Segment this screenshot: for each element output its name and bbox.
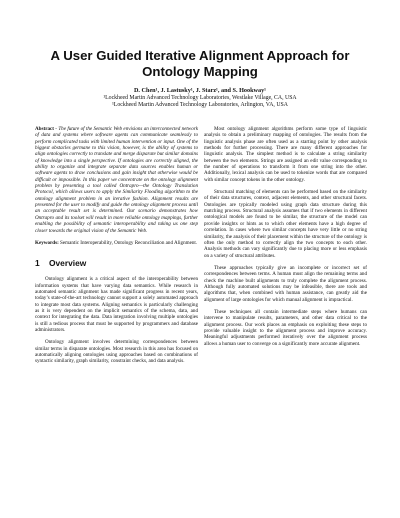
left-column bbox=[35, 126, 198, 371]
body-paragraph: Most ontology alignment algorithms perform some type of linguistic analysis to obtain a preliminary mapping of ontologies. The results from the linguistic analysis phase are often used as a starting point by other analysis methods for further processing. There are many different approaches for linguistic analysis. The simplest method is to calculate a string similarity between the two elements. Strings are assigned an edit value corresponding to the number of operations to transform it from one string into the other. Additionally, lexical analysis can be used to tokenize words that are compared with similar concept tokens in the other ontology. bbox=[204, 126, 367, 183]
author-list: D. Chen¹, J. Lastusky¹, J. Starz¹, and S. Hookway¹ bbox=[133, 87, 267, 94]
affiliation-2: ¹Lockheed Martin Advanced Technology Laboratories, Arlington, VA, USA bbox=[112, 102, 288, 108]
keywords-text: Semantic Interoperability, Ontology Reconciliation and Alignment. bbox=[58, 239, 198, 246]
section-title: Overview bbox=[49, 258, 87, 269]
paper-title: A User Guided Iterative Alignment Approach for Ontology Mapping bbox=[50, 48, 350, 79]
body-paragraph: These techniques all contain intermediate steps where humans can intervene to manipulate results, parameters, and other data critical to the alignment process. Our work places an emphasis on exploiting these steps to provide valuable insight to the alignment process and improve accuracy. Meaningful adjustments performed iteratively over the alignment process allows a human user to converge on a significantly more accurate alignment. bbox=[204, 308, 367, 347]
affiliation-1: ¹Lockheed Martin Advanced Technology Laboratories, Westlake Village, CA, USA bbox=[103, 95, 297, 101]
body-paragraph: These approaches typically give an incomplete or incorrect set of correspondences between terms. A human must align the remaining terms and check the machine built alignments to truly complete the alignment process. Although fully automated solutions may be infeasible, there are tools and algorithms that, when combined with human assistance, can greatly aid the alignment of large ontologies for which manual alignment is impractical. bbox=[204, 264, 367, 303]
body-paragraph: Ontology alignment involves determining correspondences between similar terms in disparate ontologies. Most research in this area has focused on automatically aligning ontologies using approaches based on combinations of syntactic similarity, graph similarity, constraint checks, and data analysis. bbox=[35, 339, 198, 365]
abstract-text: - The future of the Semantic Web envisions an interconnected network of data and systems where software agents can communicate seamlessly to perform complicated tasks with limited human intervention or input. One of the biggest obstacles germane to this vision, however, is the ability of systems to align ontologies correctly to translate and merge disparate but similar domains of knowledge into a single perspective. If ontologies are correctly aligned, the ability to organize and integrate separate data sources enables human or software agents to draw conclusions and gain insight that otherwise would be difficult or impossible. In this paper we concentrate on the ontology alignment problem by presenting a tool called Ontrapro—the Ontology Translation Protocol, which allows users to apply the Similarity Flooding algorithm to the ontology alignment problem in an iterative fashion. Alignment results are presented for the user to modify and guide the ontology alignment process until an acceptable result set is determined. Our scenario demonstrates how Ontrapro and its toolset will result in more reliable ontology mappings, further enabling the possibility of semantic interoperability and taking us one step closer towards the original vision of the Semantic Web. bbox=[35, 126, 198, 234]
section-number: 1 bbox=[35, 258, 40, 269]
body-paragraph: Structural matching of elements can be performed based on the similarity of their data structures, context, adjacent elements, and other structural facets. Ontologies are typically modeled using graph data structure during this matching process. Structural analysis assumes that if two elements in different ontological models are found to be similar, the structure of the model can provide insights or hints as to which other elements have a high degree of correlation. In cases where two similar concepts have very little or no string similarity, the analysis of their placement within the structure of the ontology is often the only method to correctly align the two concepts to each other. Analysis methods can vary significantly due to placing more or less emphasis on a variety of structural attributes. bbox=[204, 189, 367, 259]
abstract-label: Abstract bbox=[35, 126, 54, 132]
body-paragraph: Ontology alignment is a critical aspect of the interoperability between information systems that have varying data semantics. While research in automated semantic alignment has made significant progress in recent years, today’s state-of-the-art technology cannot support a solely automated approach to integrate most data systems. Aligning semantics is particularly challenging as it is very dependent on the implicit semantics of the schema, data, and context for integrating the data. Data integration involving multiple ontologies is still a tedious process that must be supported by programmers and database administrators. bbox=[35, 276, 198, 333]
affiliations bbox=[20, 95, 380, 109]
keywords-label: Keywords: bbox=[35, 239, 59, 246]
keywords bbox=[35, 240, 198, 246]
right-column bbox=[204, 126, 367, 353]
abstract bbox=[35, 126, 198, 234]
section-heading bbox=[35, 258, 198, 268]
